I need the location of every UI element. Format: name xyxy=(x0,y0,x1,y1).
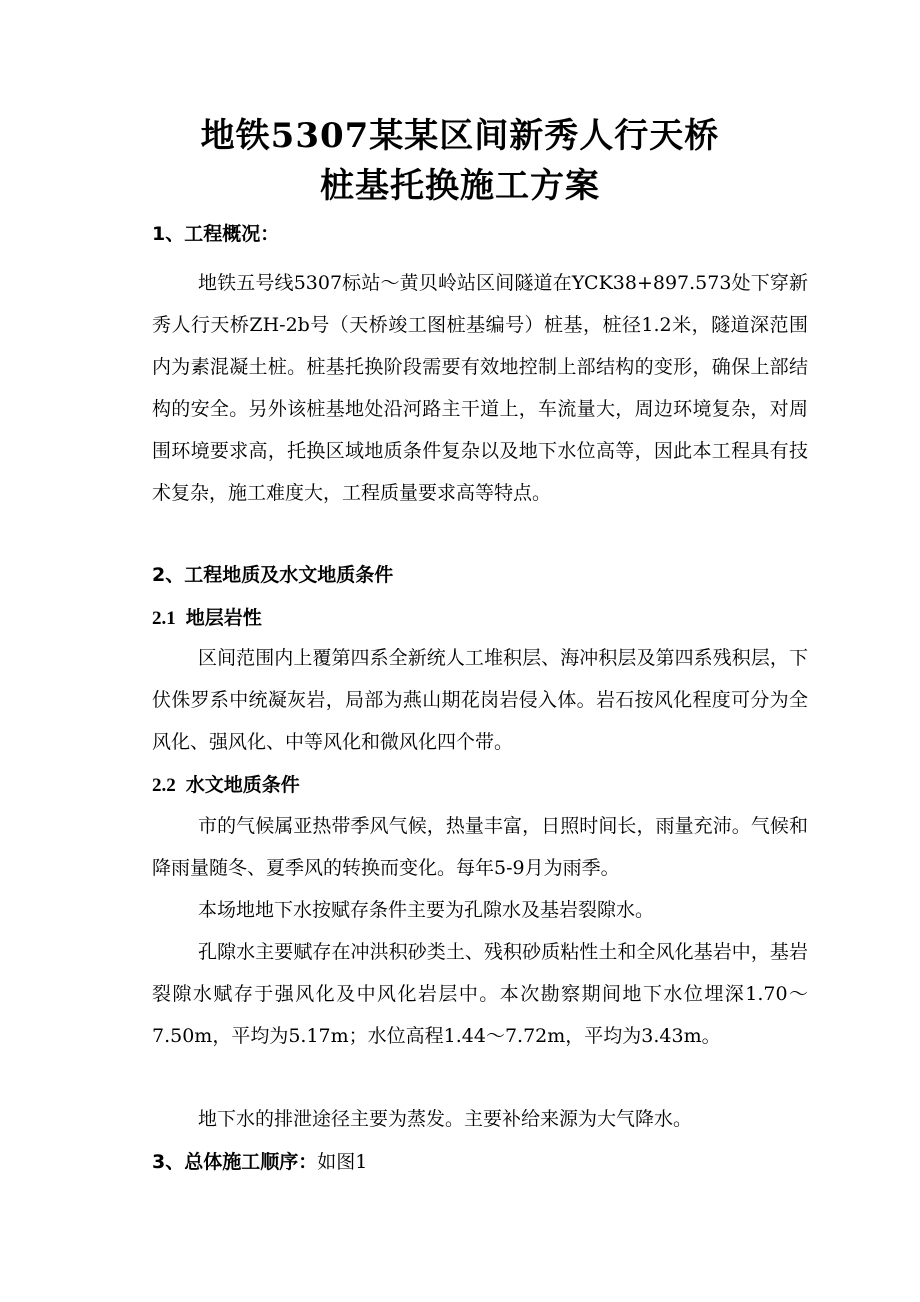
section-2-2-body-4: 地下水的排泄途径主要为蒸发。主要补给来源为大气降水。 xyxy=(198,1108,693,1130)
section-2-2-heading xyxy=(152,772,300,799)
section-2-2-body-1: 市的气候属亚热带季风气候，热量丰富，日照时间长，雨量充沛。气候和降雨量随冬、夏季风的转换而变化。每年5-9月为雨季。 xyxy=(152,815,808,879)
section-2-1-title: 地层岩性 xyxy=(185,607,262,629)
section-1-heading: 1、工程概况： xyxy=(152,223,280,245)
document-title-line-2: 桩基托换施工方案 xyxy=(320,166,600,206)
section-2-2-body-2: 本场地地下水按赋存条件主要为孔隙水及基岩裂隙水。 xyxy=(198,899,655,921)
document-title-line-1: 地铁5307某某区间新秀人行天桥 xyxy=(200,116,720,156)
section-2-1-number: 2.1 xyxy=(152,608,176,629)
section-2-2-body-3: 孔隙水主要赋存在冲洪积砂类土、残积砂质粘性土和全风化基岩中，基岩裂隙水赋存于强风化及中风化岩层中。本次勘察期间地下水位埋深1.70～7.50m，平均为5.17m；水位高程1.44～7.72m，平均为3.43m。 xyxy=(152,941,808,1047)
section-2-1-body: 区间范围内上覆第四系全新统人工堆积层、海冲积层及第四系残积层，下伏侏罗系中统凝灰岩，局部为燕山期花岗岩侵入体。岩石按风化程度可分为全风化、强风化、中等风化和微风化四个带。 xyxy=(152,647,808,753)
section-1-body: 地铁五号线5307标站～黄贝岭站区间隧道在YCK38+897.573处下穿新秀人行天桥ZH-2b号（天桥竣工图桩基编号）桩基，桩径1.2米，隧道深范围内为素混凝土桩。桩基托换阶段需要有效地控制上部结构的变形，确保上部结构的安全。另外该桩基地处沿河路主干道上，车流量大，周边环境复杂，对周围环境要求高，托换区域地质条件复杂以及地下水位高等，因此本工程具有技术复杂，施工难度大，工程质量要求高等特点。 xyxy=(152,272,808,504)
section-2-1-heading xyxy=(152,605,262,632)
section-3-title: 3、总体施工顺序： xyxy=(152,1151,318,1173)
section-3-figure-ref: 如图1 xyxy=(317,1151,368,1173)
section-3-heading xyxy=(152,1149,367,1175)
section-2-2-number: 2.2 xyxy=(152,775,176,796)
section-2-heading: 2、工程地质及水文地质条件 xyxy=(152,564,394,586)
section-2-2-title: 水文地质条件 xyxy=(185,774,300,796)
